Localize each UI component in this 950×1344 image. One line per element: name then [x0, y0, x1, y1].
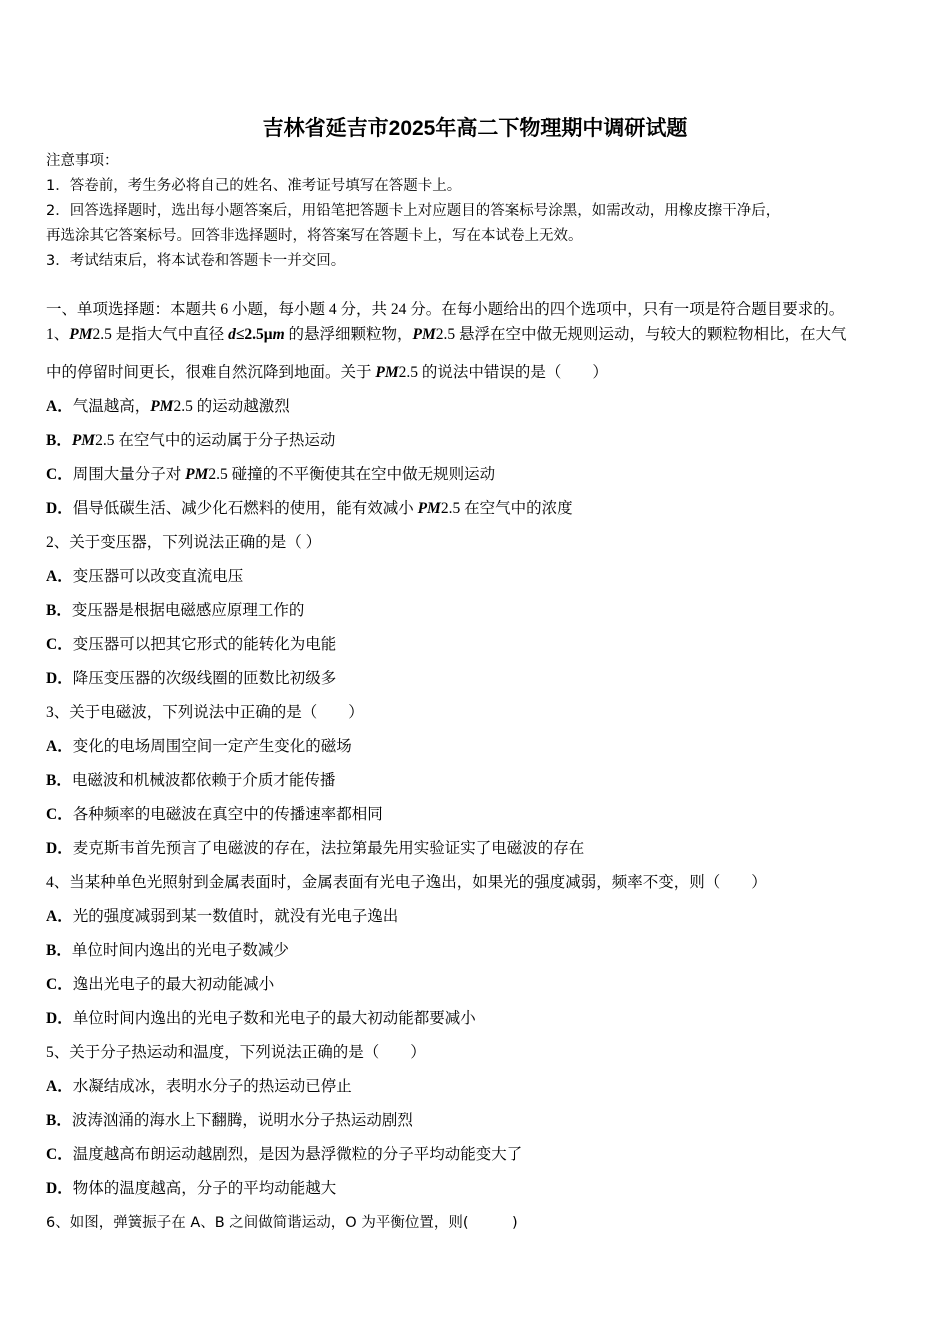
option-text: 2.5 的运动越激烈 — [173, 398, 290, 415]
q3-option-c — [46, 805, 383, 825]
option-letter: D． — [46, 1180, 73, 1197]
q1-option-b — [46, 431, 335, 451]
option-text: 各种频率的电磁波在真空中的传播速率都相同 — [72, 806, 383, 823]
q1-le-value: ≤2.5μ — [235, 326, 273, 343]
q1-option-d — [46, 499, 573, 519]
option-letter: D． — [46, 840, 73, 857]
option-text: 电磁波和机械波都依赖于介质才能传播 — [71, 772, 336, 789]
q1-m-unit: m — [272, 326, 285, 343]
q1-pm-term: PM — [69, 326, 93, 343]
option-letter: A． — [46, 908, 73, 925]
option-text: 变压器可以把其它形式的能转化为电能 — [72, 636, 337, 653]
q4-option-c — [46, 975, 274, 995]
option-letter: C． — [46, 636, 73, 653]
option-text: 波涛汹涌的海水上下翻腾，说明水分子热运动剧烈 — [71, 1112, 413, 1129]
option-text: 单位时间内逸出的光电子数减少 — [71, 942, 289, 959]
pm-term: PM — [417, 500, 441, 517]
question-1-stem-line-1 — [46, 325, 847, 345]
notice-item-1: 1．答卷前，考生务必将自己的姓名、准考证号填写在答题卡上。 — [46, 178, 462, 194]
option-letter: D． — [46, 1010, 73, 1027]
question-6-stem: 6、如图，弹簧振子在 A、B 之间做简谐运动，O 为平衡位置，则( ) — [46, 1215, 518, 1231]
option-text: 气温越高， — [72, 398, 151, 415]
q1-text-line2-b: 2.5 的说法中错误的是（ ） — [398, 364, 608, 381]
q4-option-a — [46, 907, 398, 927]
option-text: 麦克斯韦首先预言了电磁波的存在，法拉第最先用实验证实了电磁波的存在 — [72, 840, 585, 857]
option-letter: A． — [46, 568, 73, 585]
option-text: 2.5 在空气中的浓度 — [440, 500, 573, 517]
page-title: 吉林省延吉市2025年高二下物理期中调研试题 — [262, 117, 688, 140]
option-letter: B． — [46, 942, 72, 959]
notice-item-2-continued: 再选涂其它答案标号。回答非选择题时，将答案写在答题卡上，写在本试卷上无效。 — [46, 228, 583, 244]
notice-item-2: 2．回答选择题时，选出每小题答案后，用铅笔把答题卡上对应题目的答案标号涂黑，如需改动，用橡皮擦干净后， — [46, 203, 781, 219]
option-text: 变压器可以改变直流电压 — [72, 568, 244, 585]
pm-term: PM — [150, 398, 174, 415]
q1-text-line2-a: 中的停留时间更长，很难自然沉降到地面。关于 — [46, 364, 376, 381]
q5-option-b — [46, 1111, 413, 1131]
option-text: 2.5 碰撞的不平衡使其在空中做无规则运动 — [208, 466, 496, 483]
q5-option-c — [46, 1145, 522, 1165]
q1-option-a — [46, 397, 290, 417]
option-letter: A． — [46, 398, 73, 415]
option-text: 变压器是根据电磁感应原理工作的 — [71, 602, 305, 619]
q2-option-a — [46, 567, 243, 587]
option-text: 温度越高布朗运动越剧烈，是因为悬浮微粒的分子平均动能变大了 — [72, 1146, 523, 1163]
q4-option-d — [46, 1009, 476, 1029]
q2-option-d — [46, 669, 336, 689]
q5-option-a — [46, 1077, 352, 1097]
q5-option-d — [46, 1179, 336, 1199]
option-text: 水凝结成冰，表明水分子的热运动已停止 — [72, 1078, 352, 1095]
option-letter: C． — [46, 466, 73, 483]
notice-heading: 注意事项： — [46, 153, 119, 169]
q1-number: 1、 — [46, 326, 70, 343]
q1-pm-term-2: PM — [412, 326, 436, 343]
option-text: 降压变压器的次级线圈的匝数比初级多 — [72, 670, 337, 687]
q1-text-a: 2.5 是指大气中直径 — [92, 326, 229, 343]
q1-text-c: 的悬浮细颗粒物， — [284, 326, 413, 343]
q1-pm-term-3: PM — [375, 364, 399, 381]
q1-option-c — [46, 465, 495, 485]
pm-term: PM — [185, 466, 209, 483]
question-1-stem-line-2 — [46, 363, 608, 383]
option-text: 倡导低碳生活、减少化石燃料的使用，能有效减小 — [72, 500, 418, 517]
option-letter: B． — [46, 1112, 72, 1129]
option-text: 光的强度减弱到某一数值时，就没有光电子逸出 — [72, 908, 399, 925]
option-letter: A． — [46, 1078, 73, 1095]
option-letter: C． — [46, 1146, 73, 1163]
notice-item-3: 3．考试结束后，将本试卷和答题卡一并交回。 — [46, 253, 346, 269]
q2-option-b — [46, 601, 304, 621]
option-letter: B． — [46, 432, 72, 449]
option-text: 逸出光电子的最大初动能减小 — [72, 976, 275, 993]
question-2-stem: 2、关于变压器，下列说法正确的是（ ） — [46, 534, 322, 551]
q1-d-symbol: d — [228, 326, 236, 343]
question-4-stem: 4、当某种单色光照射到金属表面时，金属表面有光电子逸出，如果光的强度减弱，频率不变，则（ ） — [46, 874, 767, 891]
option-text: 变化的电场周围空间一定产生变化的磁场 — [72, 738, 352, 755]
option-text: 2.5 在空气中的运动属于分子热运动 — [95, 432, 336, 449]
q3-option-d — [46, 839, 584, 859]
option-letter: B． — [46, 772, 72, 789]
q3-option-b — [46, 771, 335, 791]
q1-text-e: 2.5 悬浮在空中做无规则运动，与较大的颗粒物相比，在大气 — [435, 326, 847, 343]
option-letter: A． — [46, 738, 73, 755]
question-3-stem: 3、关于电磁波，下列说法中正确的是（ ） — [46, 704, 364, 721]
option-letter: B． — [46, 602, 72, 619]
q4-option-b — [46, 941, 289, 961]
option-text: 物体的温度越高，分子的平均动能越大 — [72, 1180, 337, 1197]
option-letter: C． — [46, 976, 73, 993]
option-text: 单位时间内逸出的光电子数和光电子的最大初动能都要减小 — [72, 1010, 476, 1027]
section-heading: 一、单项选择题：本题共 6 小题，每小题 4 分，共 24 分。在每小题给出的四个选项中，只有一项是符合题目要求的。 — [46, 301, 845, 318]
option-letter: D． — [46, 670, 73, 687]
pm-term: PM — [71, 432, 96, 449]
option-text: 周围大量分子对 — [72, 466, 186, 483]
question-5-stem: 5、关于分子热运动和温度，下列说法正确的是（ ） — [46, 1044, 426, 1061]
q2-option-c — [46, 635, 336, 655]
q3-option-a — [46, 737, 352, 757]
option-letter: C． — [46, 806, 73, 823]
option-letter: D． — [46, 500, 73, 517]
